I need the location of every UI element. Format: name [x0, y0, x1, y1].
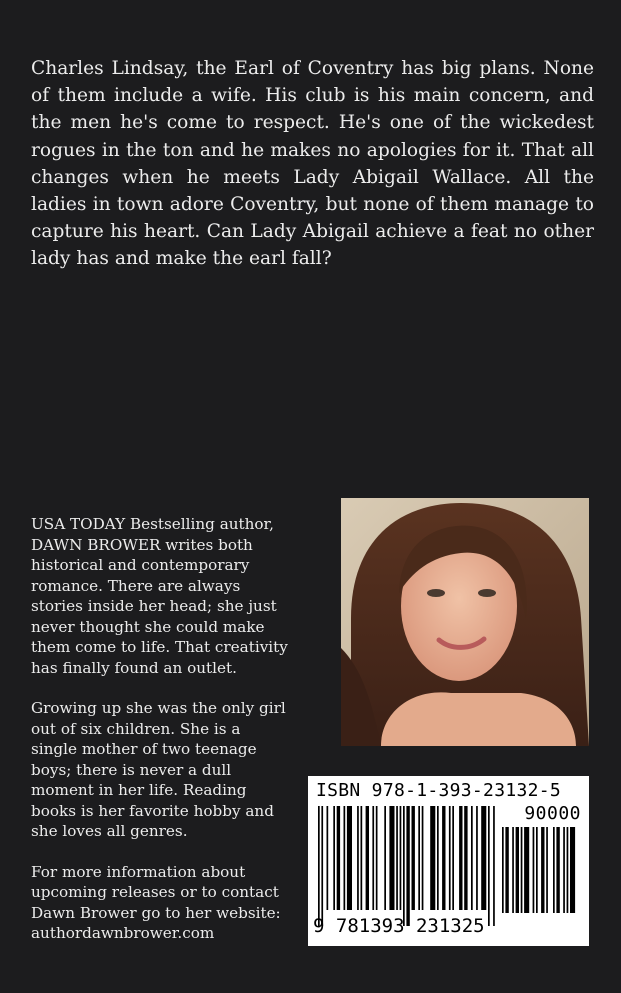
author-bio [31, 514, 291, 964]
bio-paragraph: For more information about upcoming releases or to contact Dawn Brower go to her website: authordawnbrower.com [31, 862, 281, 942]
bio-paragraph: USA TODAY Bestselling author, DAWN BROWER writes both historical and contemporary romance. There are always stories inside her head; she just never thought she could make them come to life. That creativity has finally found an outlet. [31, 515, 288, 677]
addon-bars [502, 827, 582, 915]
ean-digits: 9 781393 231325 [313, 915, 485, 937]
author-photo [341, 498, 589, 746]
price-code: 90000 [524, 803, 581, 824]
isbn-barcode [308, 776, 589, 946]
isbn-label: ISBN 978-1-393-23132-5 [316, 780, 562, 801]
book-blurb: Charles Lindsay, the Earl of Coventry has big plans. None of them include a wife. His club is his main concern, and the men he's come to respect. He's one of the wickedest rogues in the ton and he makes no apologies for it. That all changes when he meets Lady Abigail Wallace. All the ladies in town adore Coventry, but none of them manage to capture his heart. Can Lady Abigail achieve a feat no other lady has and make the earl fall? [31, 58, 594, 270]
bio-paragraph: Growing up she was the only girl out of six children. She is a single mother of two teenage boys; there is never a dull moment in her life. Reading books is her favorite hobby and she loves all genres. [31, 699, 286, 840]
